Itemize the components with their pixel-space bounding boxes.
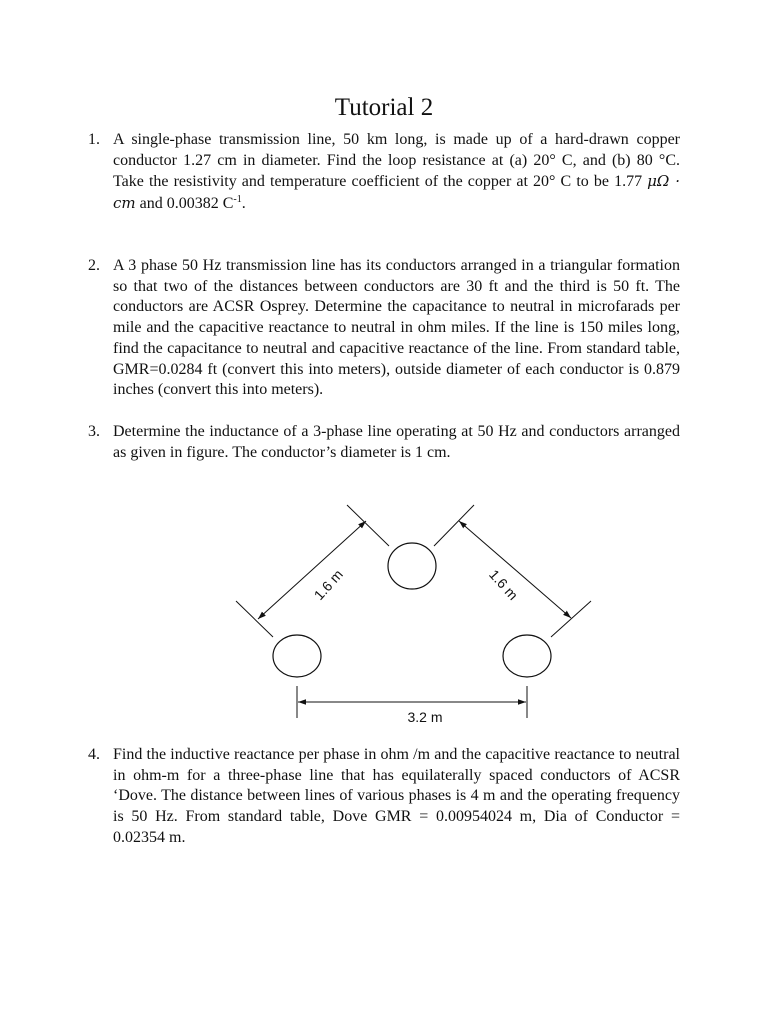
top-conductor-circle <box>388 543 436 589</box>
resistivity-unit: μΩ · cm <box>113 172 680 213</box>
left-extension-line-top <box>347 505 389 546</box>
question-4 <box>88 745 680 849</box>
left-dimension-label: 1.6 m <box>310 566 346 604</box>
question-3 <box>88 422 680 463</box>
left-conductor-circle <box>273 635 321 677</box>
page-title: Tutorial 2 <box>334 94 434 121</box>
question-text-part: and 0.00382 C <box>135 195 234 213</box>
right-dimension-label: 1.6 m <box>486 566 522 604</box>
figure-svg <box>228 492 598 732</box>
right-dimension-line <box>459 521 571 618</box>
question-text-part: . <box>241 195 246 213</box>
superscript-exponent: -1 <box>233 194 242 206</box>
question-1 <box>88 130 680 215</box>
left-extension-line-bottom <box>236 601 273 637</box>
conductor-arrangement-figure <box>228 492 598 732</box>
question-number: 3. <box>88 423 100 440</box>
question-text: Find the inductive reactance per phase in ohm /m and the capacitive reactance to neutral in ohm-m for a three-phase line that has equilaterally spaced conductors of ACSR ‘Dove. The distance between lines of various phases is 4 m and the operating frequency is 50 Hz. From standard table, Dove GMR = 0.00954024 m, Dia of Conductor = 0.02354 m. <box>113 746 680 846</box>
question-2 <box>88 256 680 401</box>
question-number: 2. <box>88 257 100 274</box>
right-conductor-circle <box>503 635 551 677</box>
left-dimension-line <box>258 521 366 619</box>
question-text: Determine the inductance of a 3-phase line operating at 50 Hz and conductors arranged as given in figure. The conductor’s diameter is 1 cm. <box>113 423 680 461</box>
question-text: A 3 phase 50 Hz transmission line has its conductors arranged in a triangular formation so that two of the distances between conductors are 30 ft and the third is 50 ft. The conductors are ACSR Osprey. Determine the capacitance to neutral in microfarads per mile and the capacitive reactance to neutral in ohm miles. If the line is 150 miles long, find the capacitance to neutral and capacitive reactance of the line. From standard table, GMR=0.0284 ft (convert this into meters), outside diameter of each conductor is 0.879 inches (convert this into meters). <box>113 257 680 399</box>
question-text <box>113 130 680 215</box>
question-text-part: A single-phase transmission line, 50 km long, is made up of a hard-drawn copper conductor 1.27 cm in diameter. Find the loop resistance at (a) 20° C, and (b) 80 °C. Take the resistivity and temperature coefficient of the copper at 20° C to be 1.77 <box>113 131 680 191</box>
question-number: 1. <box>88 131 100 148</box>
right-extension-line-top <box>434 505 474 546</box>
bottom-dimension-label: 3.2 m <box>407 709 443 725</box>
question-number: 4. <box>88 746 100 763</box>
